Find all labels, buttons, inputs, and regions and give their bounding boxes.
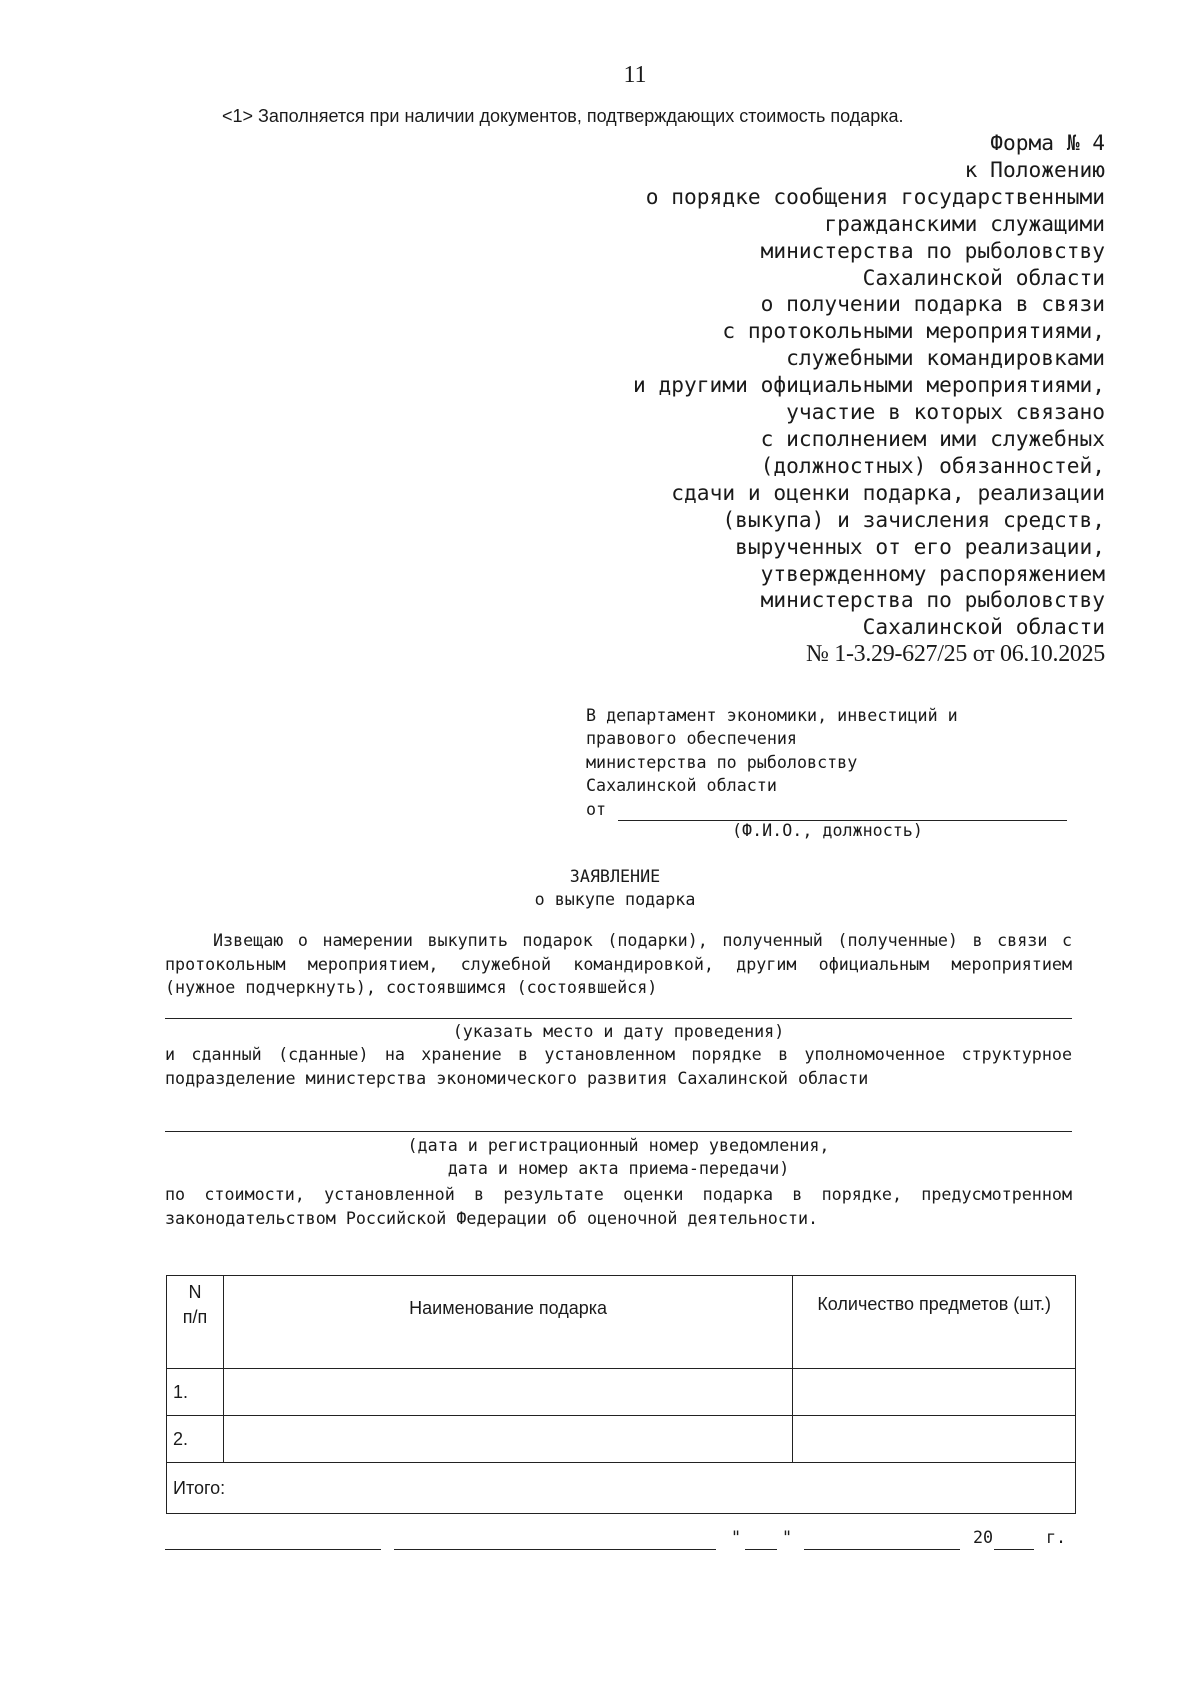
header-line: (должностных) обязанностей,: [760, 452, 1105, 478]
page-number: 11: [623, 62, 647, 88]
header-line: к Положению: [964, 156, 1105, 182]
statement-subtitle: о выкупе подарка: [534, 889, 696, 909]
header-line: служебными командировками: [786, 345, 1105, 371]
gift-name-cell[interactable]: [223, 1416, 792, 1463]
form-header-block: [633, 130, 1105, 668]
address-line: В департамент экономики, инвестиций и: [586, 705, 958, 725]
quantity-cell[interactable]: [793, 1416, 1076, 1463]
notice-caption-line-2: дата и номер акта приема-передачи): [447, 1158, 790, 1178]
from-row: [586, 798, 1067, 821]
gift-table: [166, 1275, 1076, 1514]
header-line: Сахалинской области: [862, 264, 1105, 290]
column-header-quantity: Количество предметов (шт.): [793, 1276, 1076, 1369]
date-day-field[interactable]: [745, 1549, 777, 1550]
row-number: 1.: [167, 1369, 224, 1416]
header-line: вырученных от его реализации,: [735, 533, 1105, 559]
column-header-number: [167, 1276, 224, 1369]
date-year-suffix: г.: [1046, 1527, 1067, 1547]
date-month-field[interactable]: [804, 1549, 960, 1550]
quantity-cell[interactable]: [793, 1369, 1076, 1416]
header-line: с исполнением ими служебных: [760, 425, 1105, 451]
header-line: министерства по рыболовству: [760, 237, 1105, 263]
header-line: гражданскими служащими: [824, 210, 1105, 236]
header-line: Сахалинской области: [862, 614, 1105, 640]
date-quote-open: ": [731, 1527, 742, 1547]
address-line: Сахалинской области: [586, 775, 777, 796]
row-number: 2.: [167, 1416, 224, 1463]
date-year-field[interactable]: [994, 1549, 1034, 1550]
table-row: [167, 1416, 1076, 1463]
header-line: (выкупа) и зачисления средств,: [722, 506, 1105, 532]
signature-field[interactable]: [165, 1549, 381, 1550]
header-line: и другими официальными мероприятиями,: [633, 372, 1105, 398]
table-row: [167, 1369, 1076, 1416]
footnote: <1> Заполняется при наличии документов, подтверждающих стоимость подарка.: [222, 106, 904, 126]
statement-paragraph-2: и сданный (сданные) на хранение в установленном порядке в уполномоченное структурное подразделение министерства экономического развития Сахалинской области: [165, 1044, 1072, 1088]
event-place-date-caption: (указать место и дату проведения): [452, 1021, 785, 1041]
from-label: от: [586, 798, 607, 819]
address-line: правового обеспечения: [586, 728, 797, 749]
header-line: о порядке сообщения государственными: [645, 183, 1105, 209]
total-label: Итого:: [167, 1463, 793, 1514]
statement-paragraph-1: Извещаю о намерении выкупить подарок (подарки), полученный (полученные) в связи с протокольным мероприятием, служебной командировкой, другим официальным мероприятием (нужное подчеркнуть), состоявшимся (состоявшейся): [165, 930, 1072, 998]
table-total-row: [167, 1463, 1076, 1514]
address-block: [586, 704, 1067, 821]
date-year-prefix: 20: [973, 1527, 994, 1547]
notice-number-field[interactable]: [165, 1131, 1072, 1132]
header-line: участие в которых связано: [786, 399, 1105, 425]
column-header-number-line: N: [188, 1282, 202, 1302]
table-header-row: [167, 1276, 1076, 1369]
header-line: сдачи и оценки подарка, реализации: [671, 479, 1105, 505]
gift-name-cell[interactable]: [223, 1369, 792, 1416]
header-line: с протокольными мероприятиями,: [722, 318, 1105, 344]
header-line: министерства по рыболовству: [760, 587, 1105, 613]
header-line: Форма № 4: [990, 130, 1105, 155]
column-header-gift-name: Наименование подарка: [223, 1276, 792, 1369]
address-line: министерства по рыболовству: [586, 751, 858, 772]
order-reference: № 1-3.29-627/25 от 06.10.2025: [805, 641, 1105, 668]
header-line: о получении подарка в связи: [760, 291, 1105, 317]
event-place-date-field[interactable]: [165, 1018, 1072, 1019]
column-header-number-line: п/п: [182, 1307, 208, 1327]
applicant-name-field[interactable]: [618, 804, 1067, 821]
total-quantity-cell[interactable]: [793, 1463, 1076, 1514]
fio-caption: (Ф.И.О., должность): [732, 820, 923, 840]
statement-paragraph-3: по стоимости, установленной в результате оценки подарка в порядке, предусмотренном законодательством Российской Федерации об оценочной деятельности.: [165, 1184, 1072, 1228]
signature-name-field[interactable]: [394, 1549, 716, 1550]
header-line: утвержденному распоряжением: [760, 560, 1105, 586]
notice-caption-line-1: (дата и регистрационный номер уведомления,: [407, 1135, 830, 1155]
date-quote-close: ": [782, 1527, 793, 1547]
statement-title: ЗАЯВЛЕНИЕ: [569, 866, 661, 886]
